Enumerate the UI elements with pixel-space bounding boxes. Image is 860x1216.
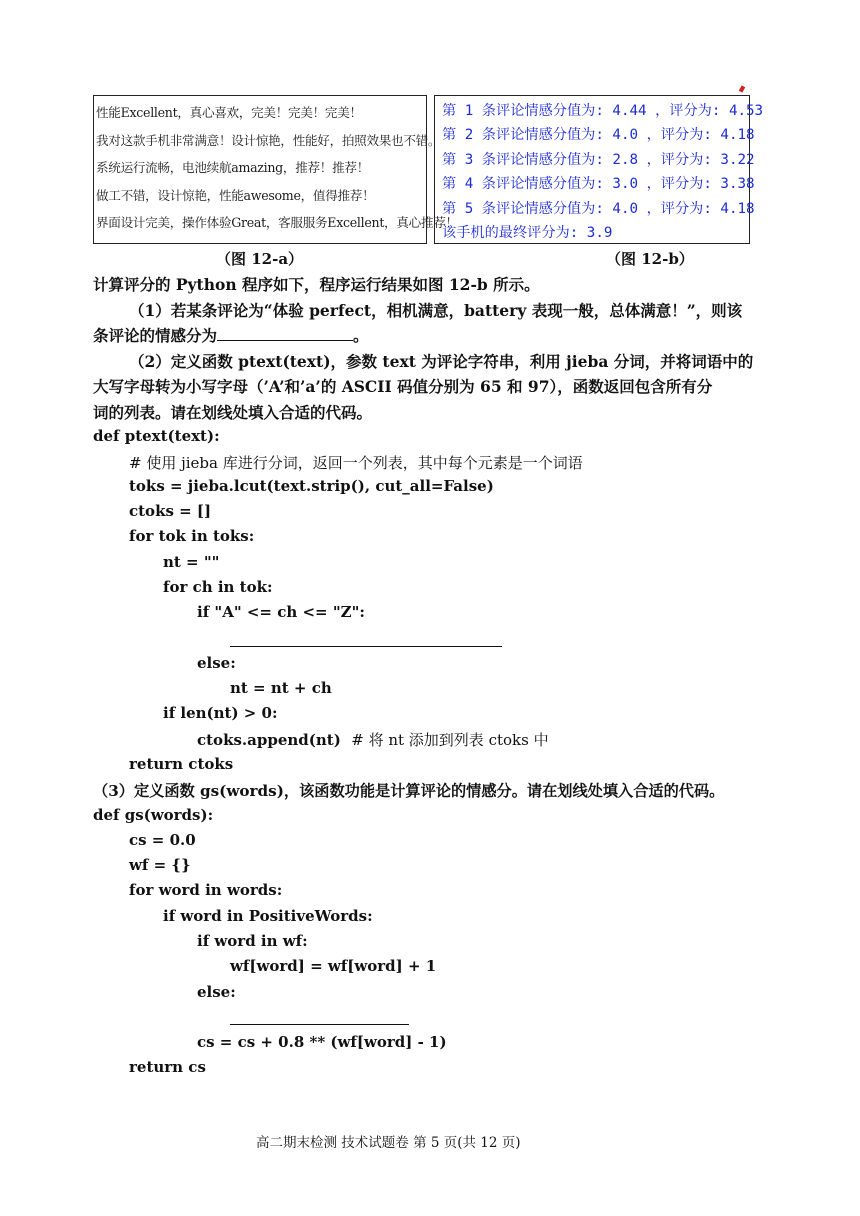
code-line: if len(nt) > 0: (163, 704, 278, 722)
code-line: wf[word] = wf[word] + 1 (230, 957, 437, 975)
q1-line2 (93, 323, 369, 348)
q3-text: （3）定义函数 gs(words)，该函数功能是计算评论的情感分。请在划线处填入合适的代码。 (93, 782, 725, 800)
intro-text: 计算评分的 Python 程序如下，程序运行结果如图 12-b 所示。 (93, 275, 540, 294)
code-line (197, 729, 549, 750)
figure-12b-box (434, 95, 764, 244)
code-line: if "A" <= ch <= "Z": (197, 603, 365, 621)
code-line: return cs (129, 1058, 206, 1076)
result-line: 第 1 条评论情感分值为: 4.44 ，评分为: 4.53 (442, 103, 764, 119)
code-line: if word in wf: (197, 932, 308, 950)
figure-12a-box (93, 95, 458, 244)
code-line: else: (197, 654, 236, 672)
code-line: if word in PositiveWords: (163, 907, 373, 925)
figure-12b-caption: （图 12-b） (606, 250, 694, 268)
page-footer: 高二期末检测 技术试题卷 第 5 页(共 12 页) (256, 1135, 521, 1151)
answer-blank-q3[interactable] (230, 1006, 409, 1025)
code-line: ctoks = [] (129, 502, 212, 520)
code-def-gs: def gs(words): (93, 806, 214, 824)
q2-line2: 大写字母转为小写字母（’A’和’a’的 ASCII 码值分别为 65 和 97），函数返回包含所有分 (93, 377, 713, 396)
code-line: for tok in toks: (129, 527, 255, 545)
review-line: 界面设计完美，操作体验Great，客服服务Excellent，真心推荐！ (96, 215, 458, 231)
code-line: nt = "" (163, 553, 220, 571)
figure-12a-caption: （图 12-a） (216, 250, 304, 268)
code-line: nt = nt + ch (230, 679, 332, 697)
code-def-ptext: def ptext(text): (93, 427, 220, 445)
review-line: 做工不错，设计惊艳，性能awesome，值得推荐！ (96, 187, 375, 203)
code-line: else: (197, 983, 236, 1001)
code-line: wf = {} (129, 856, 191, 874)
review-line: 性能Excellent，真心喜欢，完美！完美！完美！ (96, 105, 362, 120)
answer-blank-q2[interactable] (230, 628, 502, 647)
code-append: ctoks.append(nt) (197, 731, 341, 749)
result-line: 第 3 条评论情感分值为: 2.8 ，评分为: 3.22 (442, 151, 755, 168)
code-line: cs = cs + 0.8 ** (wf[word] - 1) (197, 1033, 447, 1051)
review-line: 我对这款手机非常满意！设计惊艳，性能好，拍照效果也不错。 (96, 132, 441, 148)
code-line: return ctoks (129, 755, 234, 773)
answer-blank-q1[interactable] (217, 340, 353, 341)
q2-line3: 词的列表。请在划线处填入合适的代码。 (93, 403, 373, 422)
red-mark (739, 85, 745, 92)
code-line: for word in words: (129, 881, 283, 899)
q1-line1: （1）若某条评论为“体验 perfect，相机满意，battery 表现一般，总体满意！”，则该 (129, 301, 743, 320)
q2-line1: （2）定义函数 ptext(text)，参数 text 为评论字符串，利用 jieba 分词，并将词语中的 (129, 352, 754, 371)
code-comment: # 将 nt 添加到列表 ctoks 中 (351, 731, 549, 749)
result-line: 第 5 条评论情感分值为: 4.0 ，评分为: 4.18 (442, 200, 755, 217)
code-comment: # 使用 jieba 库进行分词，返回一个列表，其中每个元素是一个词语 (129, 454, 583, 472)
q1-prefix: 条评论的情感分为 (93, 326, 218, 345)
code-line: toks = jieba.lcut(text.strip(), cut_all=False) (129, 477, 494, 495)
result-line: 第 4 条评论情感分值为: 3.0 ，评分为: 3.38 (442, 176, 755, 193)
code-line: for ch in tok: (163, 578, 273, 596)
result-line: 该手机的最终评分为: 3.9 (442, 224, 613, 241)
q1-suffix: 。 (353, 326, 369, 345)
result-line: 第 2 条评论情感分值为: 4.0 ，评分为: 4.18 (442, 127, 755, 144)
code-line: cs = 0.0 (129, 831, 196, 849)
review-line: 系统运行流畅，电池续航amazing，推荐！推荐！ (96, 160, 369, 176)
